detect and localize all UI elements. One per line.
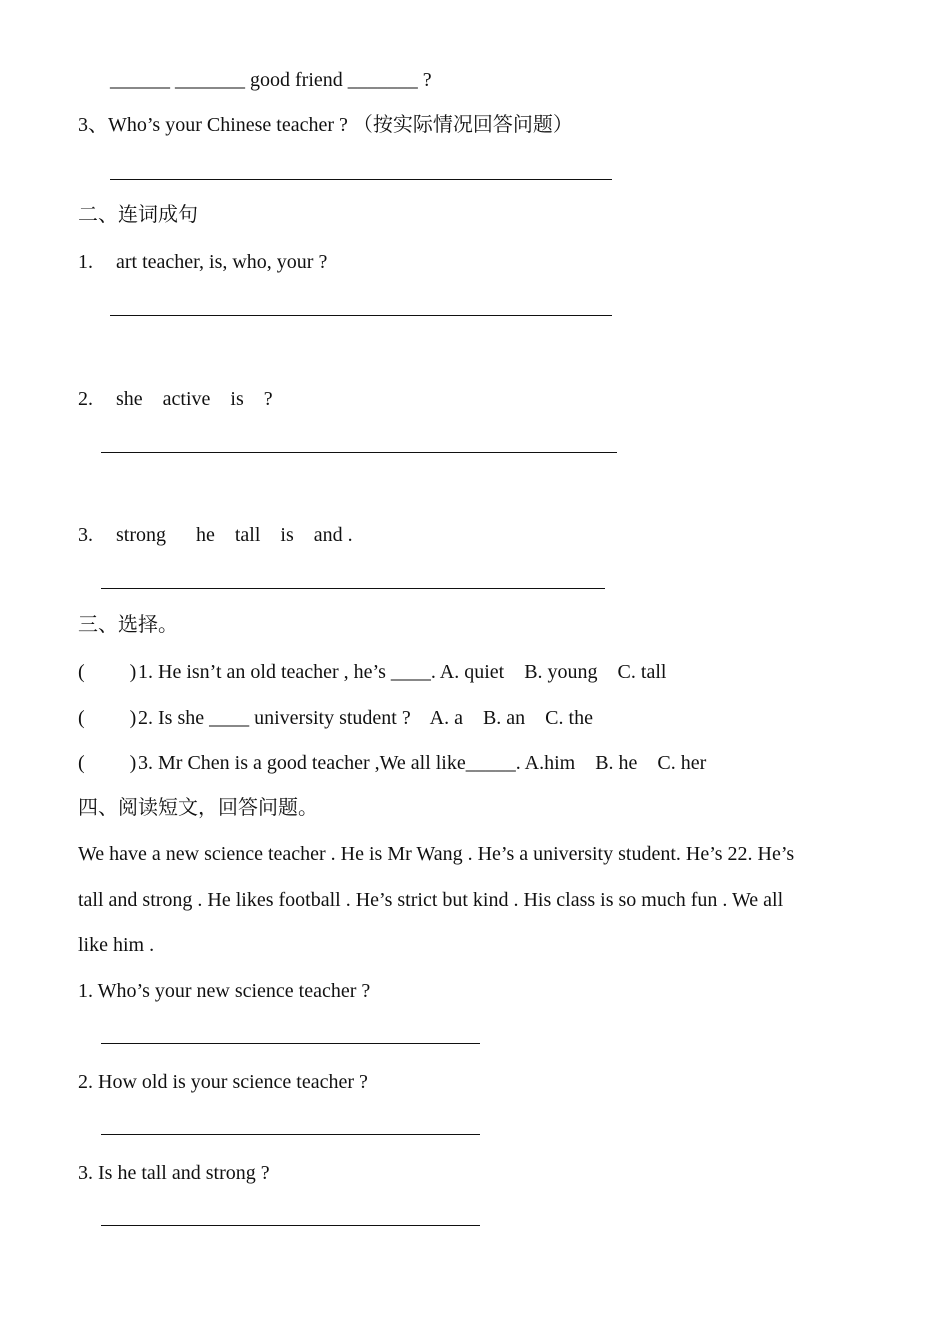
section4-question-1: 1. Who’s your new science teacher ? xyxy=(78,980,371,1002)
answer-line-s4-q1[interactable] xyxy=(101,1043,480,1044)
section3-q1-text: 1. He isn’t an old teacher , he’s ____. A. quiet B. young C. tall xyxy=(138,661,667,683)
section4-question-2: 2. How old is your science teacher ? xyxy=(78,1071,368,1093)
passage-line-3: like him . xyxy=(78,934,155,956)
q2-answer-template: ______ _______ good friend _______ ? xyxy=(110,69,432,91)
section3-q2-paren[interactable]: ( ) xyxy=(78,707,137,729)
section3-heading: 三、选择。 xyxy=(78,614,178,636)
answer-line-s2-q3[interactable] xyxy=(101,588,605,589)
section2-q3-number: 3. xyxy=(78,524,93,546)
section2-q1-number: 1. xyxy=(78,251,93,273)
section1-question-3: 3、Who’s your Chinese teacher ? （按实际情况回答问题） xyxy=(78,114,573,136)
section3-q2-text: 2. Is she ____ university student ? A. a B. an C. the xyxy=(138,707,593,729)
section3-q1-paren[interactable]: ( ) xyxy=(78,661,137,683)
section2-heading: 二、连词成句 xyxy=(78,204,198,226)
answer-line-s4-q2[interactable] xyxy=(101,1134,480,1135)
answer-line-s2-q1[interactable] xyxy=(110,315,612,316)
section2-q1-words: art teacher, is, who, your ? xyxy=(116,251,328,273)
passage-line-2: tall and strong . He likes football . He’s strict but kind . His class is so much fun . We all xyxy=(78,889,784,911)
answer-line-s2-q2[interactable] xyxy=(101,452,617,453)
section3-q3-paren[interactable]: ( ) xyxy=(78,752,137,774)
passage-line-1: We have a new science teacher . He is Mr Wang . He’s a university student. He’s 22. He’s xyxy=(78,843,795,865)
section2-q3-words: strong he tall is and . xyxy=(116,524,353,546)
section2-q2-words: she active is ? xyxy=(116,388,273,410)
answer-line-s4-q3[interactable] xyxy=(101,1225,480,1226)
section3-q3-text: 3. Mr Chen is a good teacher ,We all like_____. A.him B. he C. her xyxy=(138,752,707,774)
section4-question-3: 3. Is he tall and strong ? xyxy=(78,1162,270,1184)
section2-q2-number: 2. xyxy=(78,388,93,410)
answer-line-s1-q3[interactable] xyxy=(110,179,612,180)
section4-heading: 四、阅读短文，回答问题。 xyxy=(78,797,318,819)
